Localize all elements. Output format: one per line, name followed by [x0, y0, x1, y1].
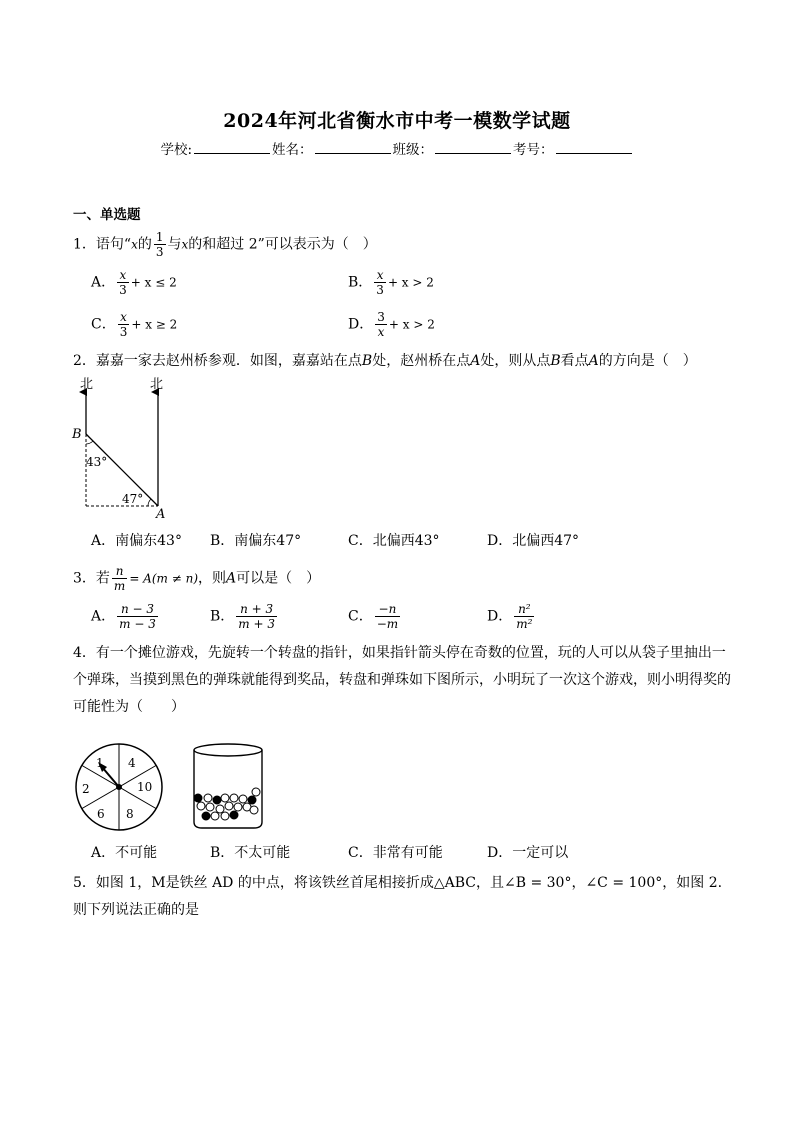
option-text: + x > 2 — [388, 317, 435, 332]
option-label: A． — [91, 533, 116, 549]
student-info-line — [0, 138, 794, 158]
fraction-denominator: m — [113, 579, 126, 593]
fraction-denominator: m − 3 — [119, 617, 156, 631]
fraction-denominator: x — [377, 325, 385, 339]
class-blank[interactable] — [435, 141, 511, 154]
option-text: 不可能 — [115, 845, 158, 861]
option-label: B． — [348, 274, 373, 291]
jar-rim — [194, 744, 262, 756]
fraction-numerator: −n — [375, 602, 400, 617]
option-label: D． — [487, 845, 513, 861]
option-label: A． — [91, 274, 116, 291]
spinner-number: 4 — [128, 756, 136, 770]
option-label: C． — [348, 533, 373, 549]
question-text: 与 — [167, 236, 182, 253]
question-text: 处，则从点 — [480, 353, 551, 369]
option-label: C． — [348, 608, 373, 625]
marbles — [194, 788, 260, 820]
jar-bottom — [194, 822, 262, 828]
exam-no-blank[interactable] — [556, 141, 632, 154]
option-label: D． — [487, 533, 513, 549]
name-blank[interactable] — [315, 141, 391, 154]
fraction-denominator: 3 — [155, 245, 164, 259]
option-label: C． — [91, 316, 116, 333]
question-text: ，则 — [198, 570, 227, 587]
question-text: 的方向是（ ） — [598, 353, 697, 369]
fraction-denominator: −m — [376, 617, 399, 631]
spinner-number: 1 — [96, 756, 104, 770]
angle-label-43: 43° — [86, 455, 108, 469]
question-5 — [73, 870, 733, 924]
north-label-1: 北 — [80, 377, 94, 392]
question-text: 可以是（ ） — [236, 570, 321, 587]
q2-option-b[interactable] — [210, 530, 301, 550]
option-text: + x ≥ 2 — [131, 317, 178, 332]
question-number: 3． — [73, 570, 96, 587]
point-a: A — [588, 353, 599, 369]
option-fraction — [118, 310, 130, 339]
q2-option-d[interactable] — [487, 530, 579, 550]
option-fraction — [514, 602, 534, 631]
q2-option-c[interactable] — [348, 530, 440, 550]
section-heading: 一、单选题 — [73, 207, 141, 223]
question-text: 的 — [137, 236, 152, 253]
point-a: A — [470, 353, 481, 369]
fraction-denominator: m + 3 — [238, 617, 275, 631]
option-label: B． — [210, 845, 235, 861]
q4-option-c[interactable] — [348, 842, 443, 862]
question-text: 若 — [95, 570, 110, 587]
option-text: 一定可以 — [512, 845, 569, 861]
direction-figure — [70, 374, 180, 522]
option-fraction — [117, 268, 129, 297]
spinner-number: 10 — [137, 780, 153, 794]
question-number: 2． — [73, 353, 96, 369]
variable-a: A — [226, 570, 237, 587]
option-fraction — [374, 268, 386, 297]
question-number: 5． — [73, 875, 96, 891]
exam-no-label: 考号： — [513, 142, 554, 158]
spinner-figure — [74, 742, 164, 832]
fraction-denominator: 3 — [119, 283, 127, 297]
q1-option-c[interactable] — [91, 310, 177, 339]
question-number: 4． — [73, 645, 96, 661]
fraction-denominator: 3 — [119, 325, 128, 339]
question-number: 1． — [73, 236, 96, 253]
fraction-numerator: x — [117, 268, 129, 283]
question-1 — [73, 230, 377, 259]
fraction-numerator: n − 3 — [117, 602, 158, 617]
angle-arc-b — [86, 441, 93, 444]
option-label: B． — [210, 533, 235, 549]
option-fraction — [236, 602, 277, 631]
fraction-numerator: n² — [514, 602, 534, 617]
option-text: 南偏东47° — [234, 533, 302, 549]
fraction-numerator: 1 — [155, 230, 164, 244]
q1-option-d[interactable] — [348, 310, 435, 339]
question-text: 如图 1，M是铁丝 AD 的中点，将该铁丝首尾相接折成△ABC，且∠B = 30°，∠C = 100°，如图 2.则下列说法正确的是 — [73, 875, 723, 918]
question-text: 看点 — [560, 353, 589, 369]
school-blank[interactable] — [194, 141, 270, 154]
option-text: 北偏西47° — [512, 533, 580, 549]
question-text: 有一个摊位游戏，先旋转一个转盘的指针，如果指针箭头停在奇数的位置，玩的人可以从袋子里抽出一个弹珠，当摸到黑色的弹珠就能得到奖品，转盘和弹珠如下图所示，小明玩了一次这个游戏，则小明得奖的可能性为（ ） — [73, 645, 731, 715]
question-text: 的和超过 2”可以表示为（ ） — [188, 236, 377, 253]
option-text: 南偏东43° — [115, 533, 182, 549]
school-label: 学校: — [160, 142, 193, 158]
page-title: 2024年河北省衡水市中考一模数学试题 — [223, 110, 571, 132]
point-b: B — [550, 353, 561, 369]
point-b-label: B — [72, 427, 82, 442]
question-text: 嘉嘉一家去赵州桥参观．如图，嘉嘉站在点 — [95, 353, 362, 369]
q4-option-b[interactable] — [210, 842, 290, 862]
marble-jar-figure — [188, 740, 268, 832]
option-text: + x > 2 — [387, 275, 434, 290]
option-label: B． — [210, 608, 235, 625]
fraction-n-over-m — [112, 564, 127, 593]
option-fraction — [375, 310, 387, 339]
option-text: 非常有可能 — [372, 845, 443, 861]
q3-option-a[interactable] — [91, 602, 160, 631]
equation-text: = A(m ≠ n) — [129, 571, 199, 586]
point-b: B — [361, 353, 373, 369]
q3-option-b[interactable] — [210, 602, 279, 631]
question-text: 语句“ — [95, 236, 132, 253]
option-label: A． — [91, 608, 116, 625]
option-label: A． — [91, 845, 116, 861]
question-3 — [73, 564, 320, 593]
option-text: + x ≤ 2 — [130, 275, 177, 290]
class-label: 班级： — [392, 142, 434, 158]
variable-x: x — [131, 237, 138, 252]
spinner-number: 8 — [126, 807, 134, 821]
fraction-one-third — [154, 230, 166, 259]
spinner-center — [116, 784, 122, 790]
spinner-number: 2 — [82, 782, 90, 796]
q3-option-d[interactable] — [487, 602, 536, 631]
fraction-denominator: m² — [516, 617, 533, 631]
point-a-label: A — [156, 507, 166, 522]
q3-option-c[interactable] — [348, 602, 402, 631]
option-label: D． — [348, 316, 374, 333]
fraction-denominator: 3 — [376, 283, 384, 297]
fraction-numerator: n — [112, 564, 127, 579]
north-label-2: 北 — [150, 377, 164, 392]
angle-label-47: 47° — [122, 492, 144, 506]
fraction-numerator: x — [374, 268, 386, 283]
q4-option-a[interactable] — [91, 842, 157, 862]
option-label: D． — [487, 608, 513, 625]
option-label: C． — [348, 845, 373, 861]
spinner-number: 6 — [97, 807, 105, 821]
option-fraction — [375, 602, 400, 631]
question-4 — [73, 640, 733, 721]
option-text: 不太可能 — [234, 845, 291, 861]
option-fraction — [117, 602, 158, 631]
angle-arc-a — [148, 499, 151, 506]
question-text: 处，赵州桥在点 — [372, 353, 471, 369]
fraction-numerator: 3 — [377, 310, 385, 324]
question-2 — [73, 351, 697, 372]
fraction-numerator: n + 3 — [236, 602, 277, 617]
q1-option-b[interactable] — [348, 268, 434, 297]
fraction-numerator: x — [118, 310, 130, 325]
q1-option-a[interactable] — [91, 268, 177, 297]
q2-option-a[interactable] — [91, 530, 182, 550]
option-text: 北偏西43° — [372, 533, 440, 549]
q4-option-d[interactable] — [487, 842, 568, 862]
name-label: 姓名： — [272, 142, 313, 158]
variable-x: x — [181, 237, 189, 252]
